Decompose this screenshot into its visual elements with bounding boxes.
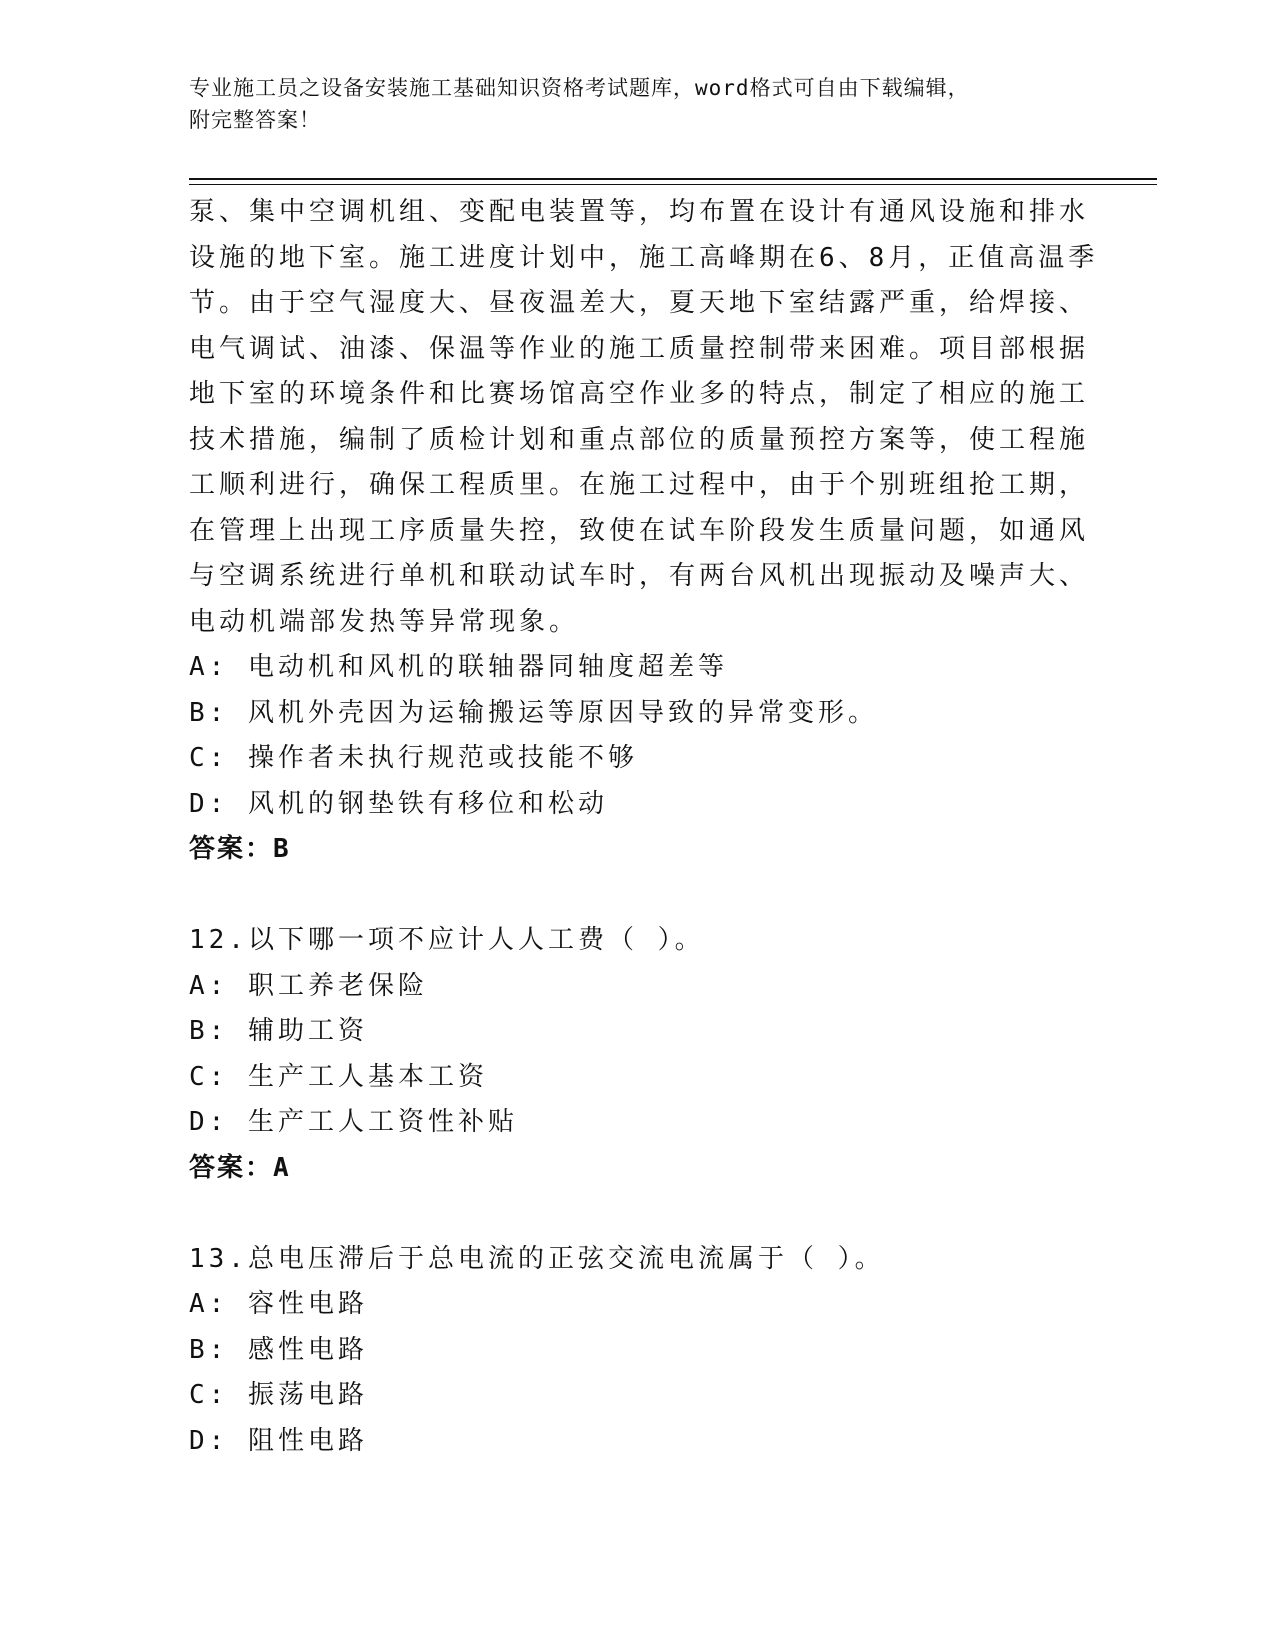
passage-line: 工顺利进行，确保工程质里。在施工过程中，由于个别班组抢工期， bbox=[189, 470, 1090, 500]
option-c: C: 振荡电路 bbox=[189, 1380, 368, 1410]
option-b: B: 风机外壳因为运输搬运等原因导致的异常变形。 bbox=[189, 697, 878, 728]
passage-line: 设施的地下室。施工进度计划中，施工高峰期在6、8月，正值高温季 bbox=[189, 242, 1099, 273]
passage-line: 电气调试、油漆、保温等作业的施工质量控制带来困难。项目部根据 bbox=[189, 333, 1090, 364]
passage-line: 在管理上出现工序质量失控，致使在试车阶段发生质量问题，如通风 bbox=[189, 515, 1090, 546]
option-d: D: 生产工人工资性补贴 bbox=[189, 1107, 518, 1137]
question-stem: 12.以下哪一项不应计人人工费（ ）。 bbox=[189, 925, 705, 955]
option-c: C: 操作者未执行规范或技能不够 bbox=[189, 743, 638, 773]
passage-line: 节。由于空气湿度大、昼夜温差大，夏天地下室结露严重，给焊接、 bbox=[189, 288, 1090, 318]
passage-line: 泵、集中空调机组、变配电装置等，均布置在设计有通风设施和排水 bbox=[189, 197, 1090, 227]
option-d: D: 风机的钢垫铁有移位和松动 bbox=[189, 788, 608, 819]
option-a: A: 电动机和风机的联轴器同轴度超差等 bbox=[189, 652, 728, 682]
option-d: D: 阻性电路 bbox=[189, 1425, 368, 1456]
header-line-1: 专业施工员之设备安装施工基础知识资格考试题库，word格式可自由下载编辑， bbox=[189, 76, 970, 100]
passage-line: 技术措施，编制了质检计划和重点部位的质量预控方案等，使工程施 bbox=[189, 424, 1090, 455]
question-11-options bbox=[189, 645, 1089, 827]
spacer bbox=[189, 873, 1089, 919]
question-11-passage bbox=[189, 190, 1099, 645]
question-13 bbox=[189, 1237, 1089, 1465]
spacer bbox=[189, 1191, 1089, 1237]
header-rule-thick bbox=[189, 178, 1157, 180]
option-c: C: 生产工人基本工资 bbox=[189, 1061, 488, 1092]
answer-line: 答案：A bbox=[189, 1152, 291, 1183]
document-header bbox=[189, 72, 1089, 136]
passage-line: 地下室的环境条件和比赛场馆高空作业多的特点，制定了相应的施工 bbox=[189, 379, 1090, 409]
passage-line: 与空调系统进行单机和联动试车时，有两台风机出现振动及噪声大、 bbox=[189, 561, 1090, 591]
passage-line: 电动机端部发热等异常现象。 bbox=[189, 606, 580, 637]
header-rule-thin bbox=[189, 184, 1157, 185]
option-b: B: 辅助工资 bbox=[189, 1016, 368, 1046]
header-line-2: 附完整答案！ bbox=[189, 108, 321, 132]
question-12 bbox=[189, 918, 1089, 1191]
question-stem: 13.总电压滞后于总电流的正弦交流电流属于（ ）。 bbox=[189, 1243, 885, 1274]
option-a: A: 职工养老保险 bbox=[189, 970, 428, 1001]
option-b: B: 感性电路 bbox=[189, 1334, 368, 1365]
answer-line: 答案：B bbox=[189, 834, 291, 864]
option-a: A: 容性电路 bbox=[189, 1289, 368, 1319]
document-body bbox=[189, 190, 1099, 1464]
